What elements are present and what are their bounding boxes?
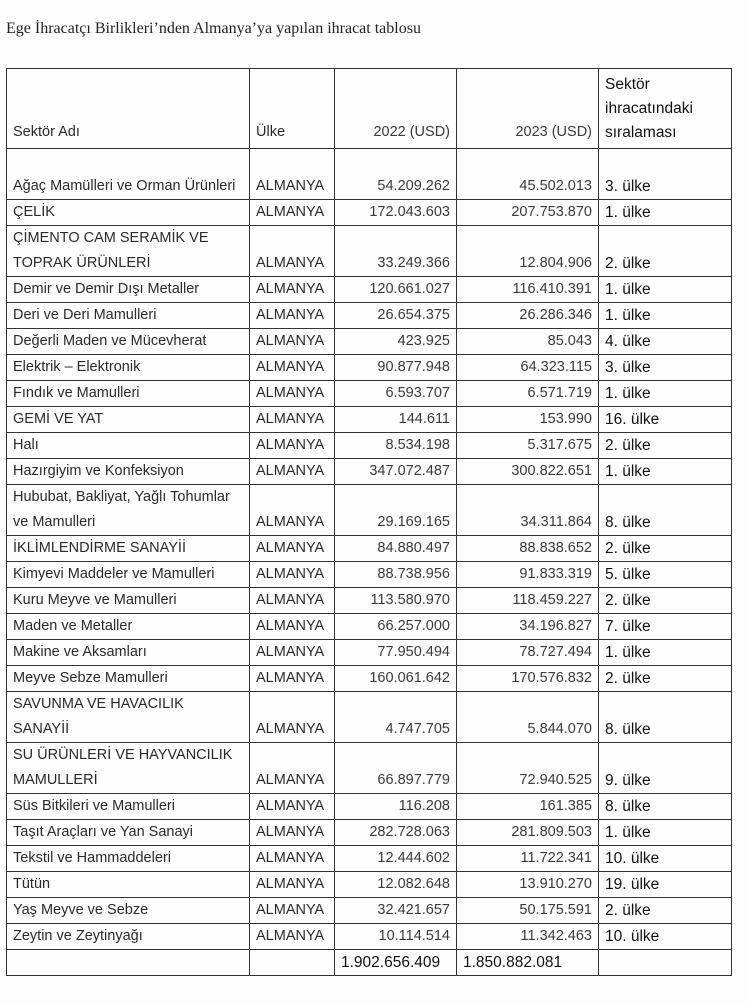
table-row xyxy=(7,459,732,485)
sector-cell: Taşıt Araçları ve Yan Sanayi xyxy=(7,820,250,846)
value-2023-cell: 118.459.227 xyxy=(457,588,599,614)
table-row xyxy=(7,407,732,433)
table-row xyxy=(7,200,732,226)
rank-cell: 16. ülke xyxy=(599,407,732,433)
value-2022-cell: 29.169.165 xyxy=(335,485,457,536)
value-2022-cell: 12.444.602 xyxy=(335,846,457,872)
rank-cell: 1. ülke xyxy=(599,303,732,329)
country-cell: ALMANYA xyxy=(250,226,335,277)
rank-cell: 2. ülke xyxy=(599,898,732,924)
table-row xyxy=(7,149,732,200)
rank-cell: 10. ülke xyxy=(599,846,732,872)
value-2023-cell: 34.196.827 xyxy=(457,614,599,640)
table-row xyxy=(7,820,732,846)
country-cell: ALMANYA xyxy=(250,536,335,562)
country-cell: ALMANYA xyxy=(250,666,335,692)
country-cell: ALMANYA xyxy=(250,924,335,950)
rank-cell: 19. ülke xyxy=(599,872,732,898)
table-row xyxy=(7,692,732,743)
value-2022-cell: 66.897.779 xyxy=(335,743,457,794)
country-cell: ALMANYA xyxy=(250,277,335,303)
value-2022-cell: 8.534.198 xyxy=(335,433,457,459)
rank-cell: 8. ülke xyxy=(599,794,732,820)
value-2022-cell: 282.728.063 xyxy=(335,820,457,846)
table-row xyxy=(7,614,732,640)
sector-cell: İKLİMLENDİRME SANAYİİ xyxy=(7,536,250,562)
value-2022-cell: 90.877.948 xyxy=(335,355,457,381)
table-row xyxy=(7,794,732,820)
value-2023-cell: 85.043 xyxy=(457,329,599,355)
value-2023-cell: 88.838.652 xyxy=(457,536,599,562)
country-cell: ALMANYA xyxy=(250,355,335,381)
sector-cell: Ağaç Mamülleri ve Orman Ürünleri xyxy=(7,149,250,200)
rank-cell: 5. ülke xyxy=(599,562,732,588)
total-2022-cell: 1.902.656.409 xyxy=(335,950,457,976)
sector-cell: Tütün xyxy=(7,872,250,898)
value-2023-cell: 5.317.675 xyxy=(457,433,599,459)
table-row xyxy=(7,640,732,666)
country-cell: ALMANYA xyxy=(250,640,335,666)
sector-cell: Halı xyxy=(7,433,250,459)
sector-cell: GEMİ VE YAT xyxy=(7,407,250,433)
value-2023-cell: 300.822.651 xyxy=(457,459,599,485)
value-2023-cell: 12.804.906 xyxy=(457,226,599,277)
header-2022: 2022 (USD) xyxy=(335,69,457,149)
value-2023-cell: 170.576.832 xyxy=(457,666,599,692)
rank-cell: 1. ülke xyxy=(599,277,732,303)
sector-cell: Kimyevi Maddeler ve Mamulleri xyxy=(7,562,250,588)
value-2023-cell: 13.910.270 xyxy=(457,872,599,898)
sector-cell: Makine ve Aksamları xyxy=(7,640,250,666)
table-row xyxy=(7,329,732,355)
rank-cell: 1. ülke xyxy=(599,459,732,485)
country-cell: ALMANYA xyxy=(250,562,335,588)
table-row xyxy=(7,381,732,407)
rank-cell: 2. ülke xyxy=(599,226,732,277)
table-row xyxy=(7,743,732,794)
value-2023-cell: 6.571.719 xyxy=(457,381,599,407)
rank-cell: 3. ülke xyxy=(599,355,732,381)
value-2022-cell: 160.061.642 xyxy=(335,666,457,692)
country-cell: ALMANYA xyxy=(250,485,335,536)
country-cell: ALMANYA xyxy=(250,407,335,433)
sector-cell: ÇELİK xyxy=(7,200,250,226)
value-2022-cell: 84.880.497 xyxy=(335,536,457,562)
sector-cell: Elektrik – Elektronik xyxy=(7,355,250,381)
totals-sector-cell xyxy=(7,950,250,976)
value-2023-cell: 161.385 xyxy=(457,794,599,820)
sector-cell: Kuru Meyve ve Mamulleri xyxy=(7,588,250,614)
value-2023-cell: 72.940.525 xyxy=(457,743,599,794)
country-cell: ALMANYA xyxy=(250,303,335,329)
value-2023-cell: 207.753.870 xyxy=(457,200,599,226)
value-2023-cell: 11.342.463 xyxy=(457,924,599,950)
country-cell: ALMANYA xyxy=(250,200,335,226)
table-row xyxy=(7,485,732,536)
value-2022-cell: 10.114.514 xyxy=(335,924,457,950)
table-row xyxy=(7,303,732,329)
sector-cell: Maden ve Metaller xyxy=(7,614,250,640)
header-country: Ülke xyxy=(250,69,335,149)
table-row xyxy=(7,666,732,692)
country-cell: ALMANYA xyxy=(250,820,335,846)
country-cell: ALMANYA xyxy=(250,692,335,743)
country-cell: ALMANYA xyxy=(250,433,335,459)
country-cell: ALMANYA xyxy=(250,459,335,485)
sector-cell: Tekstil ve Hammaddeleri xyxy=(7,846,250,872)
rank-cell: 2. ülke xyxy=(599,666,732,692)
value-2023-cell: 45.502.013 xyxy=(457,149,599,200)
totals-rank-cell xyxy=(599,950,732,976)
rank-cell: 1. ülke xyxy=(599,381,732,407)
sector-cell: SAVUNMA VE HAVACILIK SANAYİİ xyxy=(7,692,250,743)
value-2022-cell: 144.611 xyxy=(335,407,457,433)
value-2023-cell: 91.833.319 xyxy=(457,562,599,588)
sector-cell: Meyve Sebze Mamulleri xyxy=(7,666,250,692)
value-2022-cell: 26.654.375 xyxy=(335,303,457,329)
rank-cell: 7. ülke xyxy=(599,614,732,640)
export-table xyxy=(6,68,732,976)
sector-cell: Demir ve Demir Dışı Metaller xyxy=(7,277,250,303)
value-2023-cell: 34.311.864 xyxy=(457,485,599,536)
totals-row xyxy=(7,950,732,976)
value-2022-cell: 32.421.657 xyxy=(335,898,457,924)
value-2023-cell: 50.175.591 xyxy=(457,898,599,924)
rank-cell: 10. ülke xyxy=(599,924,732,950)
country-cell: ALMANYA xyxy=(250,872,335,898)
value-2023-cell: 26.286.346 xyxy=(457,303,599,329)
sector-cell: Fındık ve Mamulleri xyxy=(7,381,250,407)
value-2023-cell: 5.844.070 xyxy=(457,692,599,743)
table-row xyxy=(7,872,732,898)
sector-cell: Zeytin ve Zeytinyağı xyxy=(7,924,250,950)
value-2022-cell: 113.580.970 xyxy=(335,588,457,614)
value-2023-cell: 64.323.115 xyxy=(457,355,599,381)
sector-cell: Değerli Maden ve Mücevherat xyxy=(7,329,250,355)
sector-cell: Süs Bitkileri ve Mamulleri xyxy=(7,794,250,820)
value-2022-cell: 423.925 xyxy=(335,329,457,355)
value-2022-cell: 347.072.487 xyxy=(335,459,457,485)
country-cell: ALMANYA xyxy=(250,898,335,924)
header-2023: 2023 (USD) xyxy=(457,69,599,149)
table-row xyxy=(7,562,732,588)
rank-cell: 8. ülke xyxy=(599,485,732,536)
country-cell: ALMANYA xyxy=(250,794,335,820)
rank-cell: 2. ülke xyxy=(599,433,732,459)
sector-cell: Yaş Meyve ve Sebze xyxy=(7,898,250,924)
table-row xyxy=(7,536,732,562)
country-cell: ALMANYA xyxy=(250,846,335,872)
table-row xyxy=(7,588,732,614)
value-2022-cell: 77.950.494 xyxy=(335,640,457,666)
value-2023-cell: 11.722.341 xyxy=(457,846,599,872)
country-cell: ALMANYA xyxy=(250,743,335,794)
sector-cell: ÇİMENTO CAM SERAMİK VE TOPRAK ÜRÜNLERİ xyxy=(7,226,250,277)
table-row xyxy=(7,277,732,303)
value-2022-cell: 116.208 xyxy=(335,794,457,820)
sector-cell: Deri ve Deri Mamulleri xyxy=(7,303,250,329)
rank-cell: 8. ülke xyxy=(599,692,732,743)
value-2022-cell: 4.747.705 xyxy=(335,692,457,743)
value-2022-cell: 172.043.603 xyxy=(335,200,457,226)
totals-country-cell xyxy=(250,950,335,976)
value-2022-cell: 12.082.648 xyxy=(335,872,457,898)
total-2023-cell: 1.850.882.081 xyxy=(457,950,599,976)
value-2023-cell: 281.809.503 xyxy=(457,820,599,846)
header-rank: Sektör ihracatındaki sıralaması xyxy=(599,69,732,149)
sector-cell: Hazırgiyim ve Konfeksiyon xyxy=(7,459,250,485)
rank-cell: 1. ülke xyxy=(599,820,732,846)
table-row xyxy=(7,924,732,950)
country-cell: ALMANYA xyxy=(250,614,335,640)
country-cell: ALMANYA xyxy=(250,588,335,614)
rank-cell: 1. ülke xyxy=(599,640,732,666)
country-cell: ALMANYA xyxy=(250,329,335,355)
header-sector: Sektör Adı xyxy=(7,69,250,149)
value-2023-cell: 116.410.391 xyxy=(457,277,599,303)
value-2022-cell: 120.661.027 xyxy=(335,277,457,303)
rank-cell: 2. ülke xyxy=(599,588,732,614)
sector-cell: SU ÜRÜNLERİ VE HAYVANCILIK MAMULLERİ xyxy=(7,743,250,794)
rank-cell: 2. ülke xyxy=(599,536,732,562)
country-cell: ALMANYA xyxy=(250,149,335,200)
table-row xyxy=(7,898,732,924)
table-row xyxy=(7,355,732,381)
value-2023-cell: 153.990 xyxy=(457,407,599,433)
rank-cell: 9. ülke xyxy=(599,743,732,794)
table-row xyxy=(7,846,732,872)
table-row xyxy=(7,433,732,459)
value-2022-cell: 6.593.707 xyxy=(335,381,457,407)
value-2023-cell: 78.727.494 xyxy=(457,640,599,666)
sector-cell: Hububat, Bakliyat, Yağlı Tohumlar ve Mamulleri xyxy=(7,485,250,536)
rank-cell: 1. ülke xyxy=(599,200,732,226)
rank-cell: 4. ülke xyxy=(599,329,732,355)
rank-cell: 3. ülke xyxy=(599,149,732,200)
header-row xyxy=(7,69,732,149)
page-title: Ege İhracatçı Birlikleri’nden Almanya’ya yapılan ihracat tablosu xyxy=(6,20,421,37)
table-row xyxy=(7,226,732,277)
value-2022-cell: 33.249.366 xyxy=(335,226,457,277)
value-2022-cell: 66.257.000 xyxy=(335,614,457,640)
country-cell: ALMANYA xyxy=(250,381,335,407)
value-2022-cell: 88.738.956 xyxy=(335,562,457,588)
value-2022-cell: 54.209.262 xyxy=(335,149,457,200)
